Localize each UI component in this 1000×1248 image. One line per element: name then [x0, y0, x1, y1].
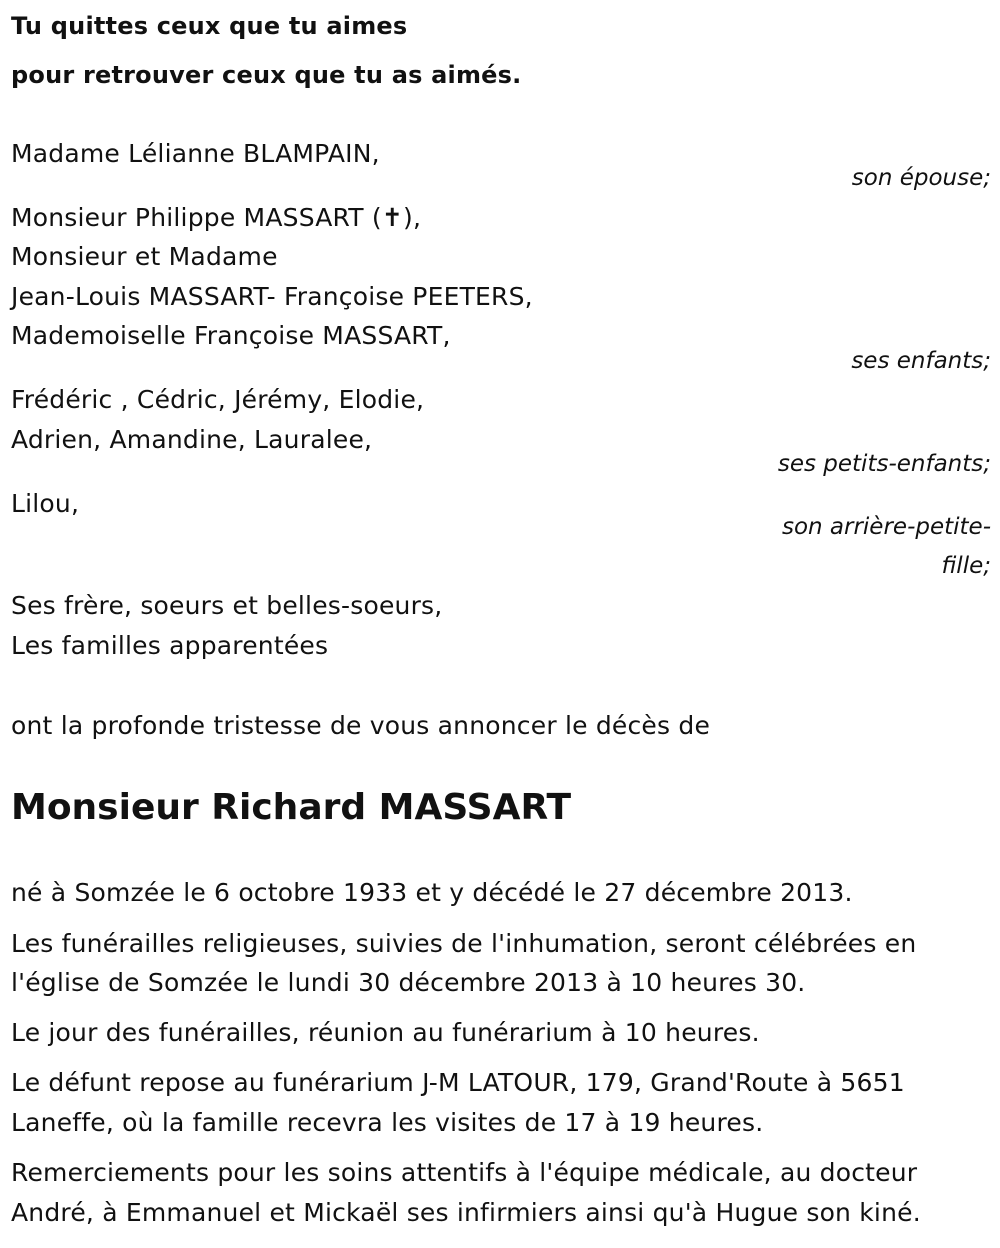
- detail-line-6: Laneffe, où la famille recevra les visites de 17 à 19 heures.: [11, 1108, 764, 1137]
- epigraph-line-2: pour retrouver ceux que tu as aimés.: [11, 61, 522, 89]
- child-line-3: Jean-Louis MASSART- Françoise PEETERS,: [11, 282, 533, 311]
- great-grandchild-role-line-1: son arrière-petite-: [781, 514, 991, 540]
- detail-line-7: Remerciements pour les soins attentifs à l'équipe médicale, au docteur: [11, 1158, 918, 1187]
- detail-line-3: l'église de Somzée le lundi 30 décembre 2013 à 10 heures 30.: [11, 968, 806, 997]
- detail-line-5: Le défunt repose au funérarium J-M LATOUR, 179, Grand'Route à 5651: [11, 1068, 905, 1097]
- detail-line-2: Les funérailles religieuses, suivies de l'inhumation, seront célébrées en: [11, 929, 917, 958]
- grandchildren-role: ses petits-enfants;: [777, 451, 991, 477]
- child-line-4: Mademoiselle Françoise MASSART,: [11, 321, 451, 350]
- children-role: ses enfants;: [851, 348, 991, 374]
- great-grandchild-name: Lilou,: [11, 489, 80, 518]
- spouse-role: son épouse;: [851, 165, 991, 191]
- grandchildren-line-2: Adrien, Amandine, Lauralee,: [11, 425, 373, 454]
- deceased-name: Monsieur Richard MASSART: [11, 787, 572, 828]
- epigraph-line-1: Tu quittes ceux que tu aimes: [11, 12, 408, 40]
- child-line-2: Monsieur et Madame: [11, 242, 278, 271]
- relatives-line-1: Ses frère, soeurs et belles-soeurs,: [11, 591, 443, 620]
- relatives-line-2: Les familles apparentées: [11, 631, 329, 660]
- grandchildren-line-1: Frédéric , Cédric, Jérémy, Elodie,: [11, 385, 425, 414]
- detail-line-8: André, à Emmanuel et Mickaël ses infirmiers ainsi qu'à Hugue son kiné.: [11, 1198, 921, 1227]
- announcement-text: ont la profonde tristesse de vous annoncer le décès de: [11, 711, 711, 740]
- detail-line-4: Le jour des funérailles, réunion au funérarium à 10 heures.: [11, 1018, 760, 1047]
- spouse-name: Madame Lélianne BLAMPAIN,: [11, 139, 380, 168]
- child-line-1: Monsieur Philippe MASSART (✝),: [11, 203, 422, 232]
- great-grandchild-role-line-2: fille;: [941, 553, 991, 579]
- detail-line-1: né à Somzée le 6 octobre 1933 et y décédé le 27 décembre 2013.: [11, 878, 853, 907]
